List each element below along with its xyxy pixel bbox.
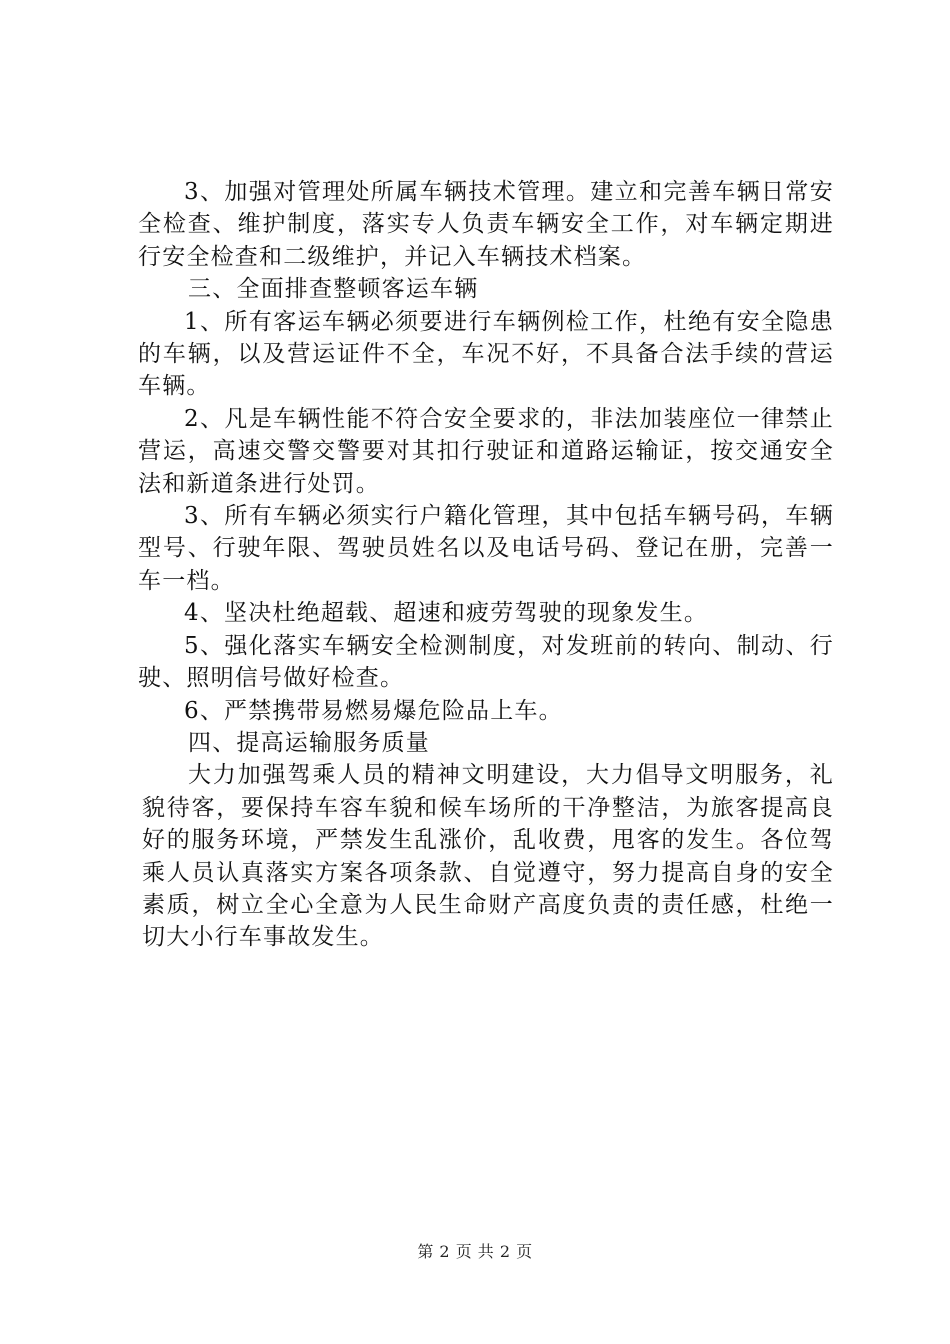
section-heading-4: 四、提高运输服务质量 [188,729,430,756]
paragraph-item-4-overload: 4、坚决杜绝超载、超速和疲劳驾驶的现象发生。 [184,600,709,627]
page-number-footer: 第 2 页 共 2 页 [417,1242,533,1261]
document-body [138,176,834,954]
paragraph-item-3-vehicle-tech-management: 3、加强对管理处所属车辆技术管理。建立和完善车辆日常安全检查、维护制度，落实专人负责车辆安全工作，对车辆定期进行安全检查和二级维护，并记入车辆技术档案。 [138,179,834,270]
paragraph-item-2-performance: 2、凡是车辆性能不符合安全要求的，非法加装座位一律禁止营运，高速交警交警要对其扣行驶证和道路运输证，按交通安全法和新道条进行处罚。 [138,405,834,497]
paragraph-service-quality: 大力加强驾乘人员的精神文明建设，大力倡导文明服务，礼貌待客，要保持车容车貌和候车场所的干净整洁，为旅客提高良好的服务环境，严禁发生乱涨价，乱收费，甩客的发生。各位驾乘人员认真落实方案各项条款、自觉遵守，努力提高自身的安全素质，树立全心全意为人民生命财产高度负责的责任感，杜绝一切大小行车事故发生。 [142,762,834,951]
paragraph-item-5-safety-testing: 5、强化落实车辆安全检测制度，对发班前的转向、制动、行驶、照明信号做好检查。 [138,632,834,692]
section-heading-3: 三、全面排查整顿客运车辆 [188,276,479,303]
paragraph-item-1-inspection: 1、所有客运车辆必须要进行车辆例检工作，杜绝有安全隐患的车辆，以及营运证件不全，车况不好，不具备合法手续的营运车辆。 [138,308,834,400]
paragraph-item-6-dangerous-goods: 6、严禁携带易燃易爆危险品上车。 [184,697,563,724]
paragraph-item-3-registration: 3、所有车辆必须实行户籍化管理，其中包括车辆号码，车辆型号、行驶年限、驾驶员姓名以及电话号码、登记在册，完善一车一档。 [138,503,834,594]
